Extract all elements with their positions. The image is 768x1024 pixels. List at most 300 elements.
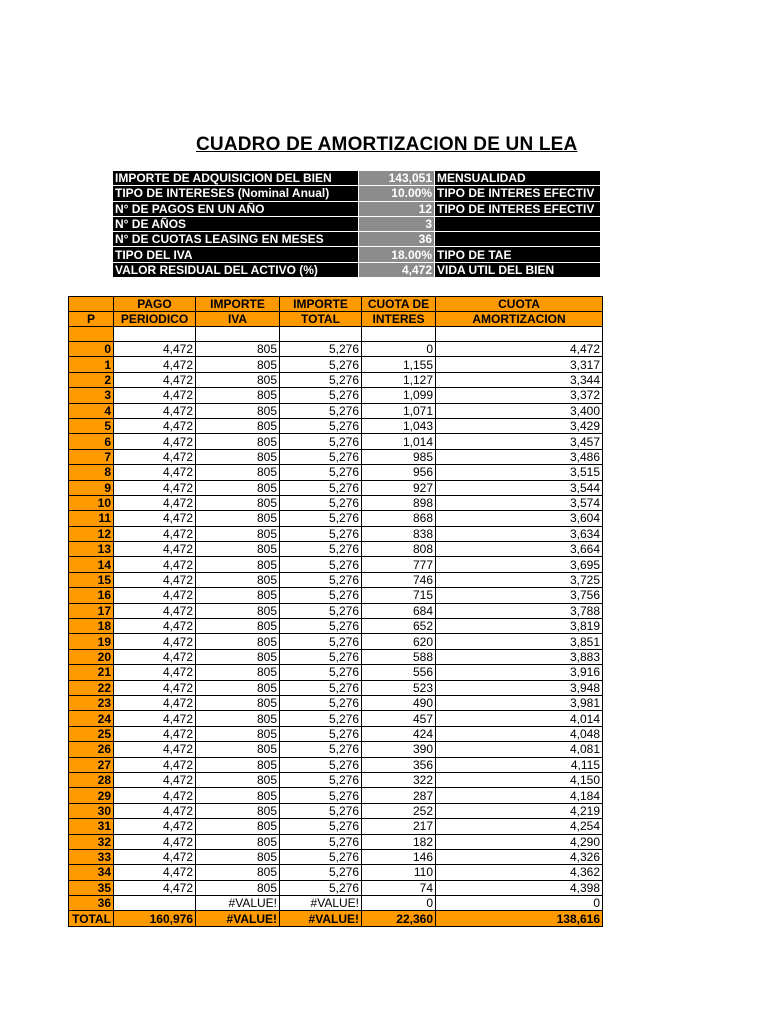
total-cell[interactable]: #VALUE! (196, 911, 280, 926)
table-cell[interactable]: #VALUE! (196, 896, 280, 911)
table-cell[interactable]: 1,043 (362, 418, 436, 433)
table-cell[interactable]: 5,276 (280, 511, 362, 526)
table-cell[interactable]: 4,472 (114, 526, 196, 541)
table-cell[interactable]: 4,472 (114, 772, 196, 787)
table-row (69, 342, 603, 357)
table-row (69, 742, 603, 757)
period-cell[interactable]: 7 (69, 449, 114, 464)
table-cell[interactable]: 4,472 (114, 357, 196, 372)
table-cell[interactable]: 3,916 (436, 665, 603, 680)
table-cell[interactable]: 805 (196, 849, 280, 864)
table-cell[interactable]: 0 (362, 342, 436, 357)
table-cell[interactable]: 4,472 (114, 572, 196, 587)
table-cell[interactable]: 3,819 (436, 619, 603, 634)
parameter-value[interactable]: 4,472 (359, 262, 435, 277)
table-row (69, 449, 603, 464)
total-row (69, 911, 603, 926)
table-cell[interactable]: 805 (196, 834, 280, 849)
table-cell[interactable]: 4,472 (114, 757, 196, 772)
table-cell[interactable]: 3,725 (436, 572, 603, 587)
period-cell[interactable]: 23 (69, 695, 114, 710)
table-cell[interactable]: 424 (362, 726, 436, 741)
table-cell[interactable]: 3,344 (436, 372, 603, 387)
table-cell[interactable]: 4,048 (436, 726, 603, 741)
table-cell[interactable]: 3,851 (436, 634, 603, 649)
parameter-label: N° DE CUOTAS LEASING EN MESES (113, 232, 359, 247)
table-cell[interactable]: 805 (196, 711, 280, 726)
table-row (69, 403, 603, 418)
table-cell[interactable]: 805 (196, 772, 280, 787)
table-cell[interactable]: 956 (362, 465, 436, 480)
table-cell[interactable]: 1,127 (362, 372, 436, 387)
column-header: TOTAL (280, 312, 362, 327)
table-cell[interactable]: 5,276 (280, 434, 362, 449)
period-cell[interactable]: 27 (69, 757, 114, 772)
table-cell[interactable]: 5,276 (280, 342, 362, 357)
total-cell[interactable]: 138,616 (436, 911, 603, 926)
parameter-value[interactable]: 3 (359, 216, 435, 231)
table-cell[interactable]: 4,472 (114, 449, 196, 464)
period-cell[interactable]: 0 (69, 342, 114, 357)
table-cell[interactable]: 4,472 (114, 649, 196, 664)
table-cell[interactable]: 868 (362, 511, 436, 526)
period-cell[interactable]: 21 (69, 665, 114, 680)
table-cell[interactable]: 1,071 (362, 403, 436, 418)
table-row (69, 619, 603, 634)
table-cell[interactable]: 4,472 (114, 403, 196, 418)
parameters-table (112, 170, 601, 278)
total-label[interactable]: TOTAL (69, 911, 114, 926)
table-cell[interactable]: 4,472 (114, 557, 196, 572)
table-cell[interactable]: 4,472 (114, 603, 196, 618)
period-cell[interactable]: 22 (69, 680, 114, 695)
table-row (69, 372, 603, 387)
table-cell[interactable]: 715 (362, 588, 436, 603)
table-cell[interactable]: 4,472 (114, 480, 196, 495)
period-cell[interactable]: 26 (69, 742, 114, 757)
table-cell[interactable]: 4,014 (436, 711, 603, 726)
period-cell[interactable]: 24 (69, 711, 114, 726)
table-cell[interactable]: 805 (196, 665, 280, 680)
table-cell[interactable]: 4,326 (436, 849, 603, 864)
table-cell[interactable]: 3,457 (436, 434, 603, 449)
table-cell[interactable]: 4,472 (114, 388, 196, 403)
table-cell[interactable]: 4,472 (114, 680, 196, 695)
parameter-label-right: TIPO DE INTERES EFECTIV (435, 201, 601, 216)
table-cell[interactable]: 5,276 (280, 449, 362, 464)
table-cell[interactable]: 523 (362, 680, 436, 695)
parameter-value[interactable]: 10.00% (359, 186, 435, 201)
table-cell[interactable]: 5,276 (280, 480, 362, 495)
table-cell[interactable]: 3,981 (436, 695, 603, 710)
period-cell[interactable]: 29 (69, 788, 114, 803)
table-cell[interactable]: 4,472 (114, 342, 196, 357)
table-cell[interactable]: 1,099 (362, 388, 436, 403)
table-cell[interactable]: 5,276 (280, 695, 362, 710)
column-header: INTERES (362, 312, 436, 327)
table-cell[interactable]: 3,883 (436, 649, 603, 664)
period-cell[interactable]: 10 (69, 495, 114, 510)
table-cell[interactable] (196, 327, 280, 342)
table-cell[interactable]: 5,276 (280, 634, 362, 649)
table-cell[interactable]: 5,276 (280, 819, 362, 834)
table-cell[interactable]: 4,472 (114, 542, 196, 557)
table-cell[interactable]: 4,254 (436, 819, 603, 834)
table-cell[interactable]: 5,276 (280, 834, 362, 849)
table-cell[interactable]: #VALUE! (280, 896, 362, 911)
table-cell[interactable] (69, 327, 114, 342)
table-cell[interactable] (280, 327, 362, 342)
table-cell[interactable]: 4,472 (114, 726, 196, 741)
table-cell[interactable]: 4,398 (436, 880, 603, 895)
table-cell[interactable]: 805 (196, 649, 280, 664)
table-cell[interactable]: 252 (362, 803, 436, 818)
parameter-label-right (435, 216, 601, 231)
table-row (69, 480, 603, 495)
table-cell[interactable]: 5,276 (280, 357, 362, 372)
table-cell[interactable]: 110 (362, 865, 436, 880)
parameter-label-right: VIDA UTIL DEL BIEN (435, 262, 601, 277)
column-header: PERIODICO (114, 312, 196, 327)
table-cell[interactable]: 805 (196, 418, 280, 433)
period-cell[interactable]: 32 (69, 834, 114, 849)
period-cell[interactable]: 15 (69, 572, 114, 587)
table-cell[interactable]: 5,276 (280, 865, 362, 880)
table-cell[interactable]: 5,276 (280, 403, 362, 418)
period-cell[interactable]: 9 (69, 480, 114, 495)
parameter-row (113, 201, 601, 216)
table-cell[interactable]: 4,472 (114, 619, 196, 634)
parameter-label-right (435, 232, 601, 247)
table-cell[interactable]: 3,544 (436, 480, 603, 495)
table-cell[interactable]: 805 (196, 619, 280, 634)
parameter-label-right: TIPO DE INTERES EFECTIV (435, 186, 601, 201)
table-cell[interactable]: 805 (196, 603, 280, 618)
period-cell[interactable]: 17 (69, 603, 114, 618)
table-cell[interactable]: 4,472 (114, 880, 196, 895)
table-row (69, 803, 603, 818)
table-cell[interactable]: 805 (196, 803, 280, 818)
table-cell[interactable]: 5,276 (280, 665, 362, 680)
period-cell[interactable]: 2 (69, 372, 114, 387)
table-cell[interactable]: 805 (196, 680, 280, 695)
table-cell[interactable]: 4,472 (114, 695, 196, 710)
amortization-table (68, 296, 603, 927)
table-cell[interactable]: 3,429 (436, 418, 603, 433)
table-cell[interactable]: 4,115 (436, 757, 603, 772)
period-cell[interactable]: 19 (69, 634, 114, 649)
table-cell[interactable]: 146 (362, 849, 436, 864)
table-cell[interactable]: 3,664 (436, 542, 603, 557)
period-cell[interactable]: 28 (69, 772, 114, 787)
period-cell[interactable]: 13 (69, 542, 114, 557)
table-cell[interactable]: 805 (196, 342, 280, 357)
table-cell[interactable]: 805 (196, 788, 280, 803)
table-cell[interactable]: 4,472 (114, 849, 196, 864)
table-cell[interactable]: 4,290 (436, 834, 603, 849)
table-cell[interactable]: 5,276 (280, 880, 362, 895)
table-cell[interactable]: 805 (196, 403, 280, 418)
table-cell[interactable]: 684 (362, 603, 436, 618)
table-cell[interactable]: 777 (362, 557, 436, 572)
table-cell[interactable]: 805 (196, 572, 280, 587)
table-cell[interactable]: 4,472 (114, 803, 196, 818)
table-cell[interactable]: 805 (196, 695, 280, 710)
table-row (69, 788, 603, 803)
table-cell[interactable]: 5,276 (280, 742, 362, 757)
table-cell[interactable]: 588 (362, 649, 436, 664)
table-cell[interactable]: 4,472 (114, 372, 196, 387)
total-cell[interactable]: 160,976 (114, 911, 196, 926)
table-row (69, 495, 603, 510)
table-cell[interactable]: 3,634 (436, 526, 603, 541)
table-cell[interactable]: 217 (362, 819, 436, 834)
table-cell[interactable]: 4,472 (114, 511, 196, 526)
table-row (69, 726, 603, 741)
table-cell[interactable]: 322 (362, 772, 436, 787)
table-cell[interactable]: 805 (196, 742, 280, 757)
period-cell[interactable]: 1 (69, 357, 114, 372)
total-cell[interactable]: #VALUE! (280, 911, 362, 926)
table-cell[interactable]: 556 (362, 665, 436, 680)
table-row (69, 680, 603, 695)
table-row (69, 388, 603, 403)
table-cell[interactable]: 927 (362, 480, 436, 495)
table-row (69, 649, 603, 664)
table-cell[interactable]: 620 (362, 634, 436, 649)
table-cell[interactable]: 3,574 (436, 495, 603, 510)
table-cell[interactable]: 805 (196, 388, 280, 403)
table-cell[interactable]: 5,276 (280, 372, 362, 387)
table-cell[interactable]: 808 (362, 542, 436, 557)
table-cell[interactable]: 3,604 (436, 511, 603, 526)
table-cell[interactable]: 5,276 (280, 526, 362, 541)
table-cell[interactable]: 4,472 (114, 819, 196, 834)
table-cell[interactable] (114, 327, 196, 342)
parameter-label-right: MENSUALIDAD (435, 171, 601, 186)
table-cell[interactable]: 5,276 (280, 849, 362, 864)
table-cell[interactable]: 805 (196, 495, 280, 510)
period-cell[interactable]: 3 (69, 388, 114, 403)
table-cell[interactable]: 805 (196, 372, 280, 387)
table-cell[interactable]: 805 (196, 757, 280, 772)
parameter-row (113, 171, 601, 186)
table-cell[interactable]: 805 (196, 357, 280, 372)
table-cell[interactable]: 805 (196, 542, 280, 557)
table-cell[interactable]: 805 (196, 434, 280, 449)
table-cell[interactable]: 5,276 (280, 680, 362, 695)
table-cell[interactable]: 457 (362, 711, 436, 726)
table-cell[interactable]: 4,472 (114, 865, 196, 880)
parameter-row (113, 216, 601, 231)
table-cell[interactable]: 985 (362, 449, 436, 464)
period-cell[interactable]: 25 (69, 726, 114, 741)
table-row (69, 557, 603, 572)
table-cell[interactable]: 4,472 (114, 434, 196, 449)
table-cell[interactable]: 5,276 (280, 649, 362, 664)
table-cell[interactable]: 5,276 (280, 619, 362, 634)
period-cell[interactable]: 11 (69, 511, 114, 526)
table-cell[interactable]: 3,948 (436, 680, 603, 695)
table-row (69, 542, 603, 557)
table-cell[interactable]: 805 (196, 880, 280, 895)
table-cell[interactable]: 5,276 (280, 557, 362, 572)
period-cell[interactable]: 4 (69, 403, 114, 418)
table-cell[interactable]: 390 (362, 742, 436, 757)
table-row (69, 465, 603, 480)
table-row (69, 434, 603, 449)
table-row (69, 418, 603, 433)
table-row (69, 588, 603, 603)
period-cell[interactable]: 34 (69, 865, 114, 880)
table-cell[interactable]: 4,219 (436, 803, 603, 818)
period-cell[interactable]: 30 (69, 803, 114, 818)
table-row (69, 772, 603, 787)
table-cell[interactable]: 3,486 (436, 449, 603, 464)
table-cell[interactable]: 3,695 (436, 557, 603, 572)
table-cell[interactable]: 805 (196, 449, 280, 464)
table-cell[interactable]: 805 (196, 480, 280, 495)
table-cell[interactable]: 3,515 (436, 465, 603, 480)
table-cell[interactable]: 4,472 (114, 742, 196, 757)
table-cell[interactable]: 5,276 (280, 803, 362, 818)
table-cell[interactable]: 805 (196, 634, 280, 649)
table-row (69, 896, 603, 911)
column-header: PAGO (114, 297, 196, 312)
parameter-value[interactable]: 12 (359, 201, 435, 216)
table-cell[interactable]: 287 (362, 788, 436, 803)
total-cell[interactable]: 22,360 (362, 911, 436, 926)
table-cell[interactable]: 3,317 (436, 357, 603, 372)
parameter-label: TIPO DEL IVA (113, 247, 359, 262)
table-cell[interactable]: 805 (196, 465, 280, 480)
table-cell[interactable]: 1,014 (362, 434, 436, 449)
table-cell[interactable]: 4,472 (114, 711, 196, 726)
table-cell[interactable]: 4,081 (436, 742, 603, 757)
column-header: P (69, 312, 114, 327)
period-cell[interactable]: 12 (69, 526, 114, 541)
parameter-row (113, 186, 601, 201)
table-cell[interactable] (436, 327, 603, 342)
parameter-label: TIPO DE INTERESES (Nominal Anual) (113, 186, 359, 201)
table-cell[interactable]: 5,276 (280, 772, 362, 787)
table-row (69, 511, 603, 526)
table-cell[interactable]: 4,472 (114, 495, 196, 510)
table-cell[interactable]: 805 (196, 865, 280, 880)
column-header: IVA (196, 312, 280, 327)
table-cell[interactable]: 4,472 (114, 634, 196, 649)
table-cell[interactable]: 5,276 (280, 603, 362, 618)
period-cell[interactable]: 36 (69, 896, 114, 911)
table-cell[interactable]: 356 (362, 757, 436, 772)
blank-row (69, 327, 603, 342)
table-cell[interactable]: 4,472 (114, 665, 196, 680)
table-cell[interactable]: 805 (196, 588, 280, 603)
table-cell[interactable]: 805 (196, 726, 280, 741)
table-cell[interactable]: 805 (196, 557, 280, 572)
period-cell[interactable]: 20 (69, 649, 114, 664)
parameter-value[interactable]: 36 (359, 232, 435, 247)
table-cell[interactable]: 746 (362, 572, 436, 587)
table-row (69, 711, 603, 726)
table-cell[interactable]: 5,276 (280, 572, 362, 587)
table-cell[interactable]: 182 (362, 834, 436, 849)
table-cell[interactable]: 652 (362, 619, 436, 634)
header-row-2 (69, 312, 603, 327)
table-cell[interactable]: 0 (362, 896, 436, 911)
table-cell[interactable] (362, 327, 436, 342)
table-cell[interactable]: 5,276 (280, 757, 362, 772)
period-cell[interactable]: 6 (69, 434, 114, 449)
table-cell[interactable]: 3,788 (436, 603, 603, 618)
table-row (69, 757, 603, 772)
table-cell[interactable]: 898 (362, 495, 436, 510)
table-cell[interactable]: 5,276 (280, 388, 362, 403)
period-cell[interactable]: 8 (69, 465, 114, 480)
table-cell[interactable]: 805 (196, 819, 280, 834)
table-row (69, 357, 603, 372)
table-cell[interactable]: 3,400 (436, 403, 603, 418)
period-cell[interactable]: 35 (69, 880, 114, 895)
table-cell[interactable]: 5,276 (280, 788, 362, 803)
period-cell[interactable]: 16 (69, 588, 114, 603)
table-cell[interactable]: 4,472 (114, 788, 196, 803)
parameter-label: VALOR RESIDUAL DEL ACTIVO (%) (113, 262, 359, 277)
period-cell[interactable]: 31 (69, 819, 114, 834)
table-cell[interactable] (114, 896, 196, 911)
parameter-row (113, 232, 601, 247)
parameter-value[interactable]: 143,051 (359, 171, 435, 186)
table-row (69, 849, 603, 864)
table-cell[interactable]: 838 (362, 526, 436, 541)
table-cell[interactable]: 805 (196, 526, 280, 541)
table-cell[interactable]: 4,362 (436, 865, 603, 880)
table-cell[interactable]: 5,276 (280, 465, 362, 480)
table-cell[interactable]: 4,150 (436, 772, 603, 787)
table-cell[interactable]: 0 (436, 896, 603, 911)
parameter-value[interactable]: 18.00% (359, 247, 435, 262)
table-cell[interactable]: 3,756 (436, 588, 603, 603)
table-cell[interactable]: 1,155 (362, 357, 436, 372)
table-cell[interactable]: 3,372 (436, 388, 603, 403)
table-cell[interactable]: 4,472 (436, 342, 603, 357)
table-row (69, 526, 603, 541)
table-cell[interactable]: 4,472 (114, 465, 196, 480)
parameter-row (113, 247, 601, 262)
table-cell[interactable]: 4,184 (436, 788, 603, 803)
table-cell[interactable]: 805 (196, 511, 280, 526)
table-cell[interactable]: 5,276 (280, 711, 362, 726)
period-cell[interactable]: 33 (69, 849, 114, 864)
table-cell[interactable]: 5,276 (280, 588, 362, 603)
table-cell[interactable]: 74 (362, 880, 436, 895)
table-cell[interactable]: 5,276 (280, 542, 362, 557)
table-cell[interactable]: 4,472 (114, 834, 196, 849)
table-cell[interactable]: 4,472 (114, 588, 196, 603)
table-cell[interactable]: 5,276 (280, 495, 362, 510)
table-cell[interactable]: 490 (362, 695, 436, 710)
period-cell[interactable]: 5 (69, 418, 114, 433)
period-cell[interactable]: 18 (69, 619, 114, 634)
column-header: CUOTA DE (362, 297, 436, 312)
table-row (69, 834, 603, 849)
period-cell[interactable]: 14 (69, 557, 114, 572)
table-cell[interactable]: 5,276 (280, 418, 362, 433)
column-header: IMPORTE (196, 297, 280, 312)
table-cell[interactable]: 4,472 (114, 418, 196, 433)
table-cell[interactable]: 5,276 (280, 726, 362, 741)
column-header (69, 297, 114, 312)
